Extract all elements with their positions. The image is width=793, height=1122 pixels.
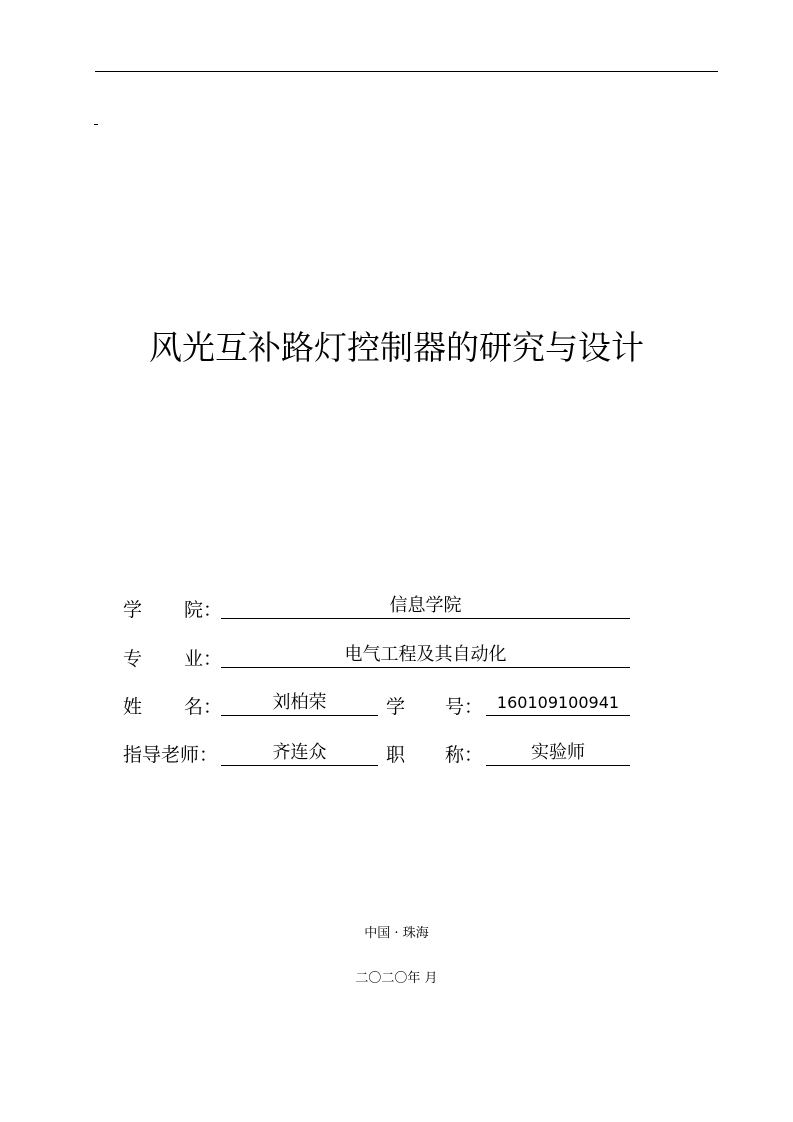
rank-label-b: 称： [445, 744, 484, 766]
advisor-value: 齐连众 [221, 740, 378, 766]
advisor-label: 指导老师： [123, 744, 219, 766]
major-label-a: 专 [123, 648, 143, 670]
college-label-a: 学 [123, 599, 143, 621]
rank-value: 实验师 [486, 740, 630, 766]
student-id-value: 160109100941 [486, 690, 630, 716]
footer-location: 中国 · 珠海 [364, 926, 429, 941]
student-id-label-a: 学 [386, 696, 406, 718]
header-rule [95, 71, 718, 72]
name-label-a: 姓 [123, 696, 143, 718]
thesis-title: 风光互补路灯控制器的研究与设计 [149, 328, 644, 367]
major-value: 电气工程及其自动化 [221, 642, 630, 668]
student-id-label-b: 号： [445, 696, 484, 718]
major-label-b: 业： [184, 648, 223, 670]
name-value: 刘柏荣 [221, 690, 378, 716]
footer-date: 二〇二〇年 月 [355, 971, 438, 986]
college-label-b: 院： [184, 599, 223, 621]
rank-label-a: 职 [386, 744, 406, 766]
name-label-b: 名： [184, 696, 223, 718]
header-mark [94, 124, 98, 125]
college-value: 信息学院 [221, 593, 630, 619]
